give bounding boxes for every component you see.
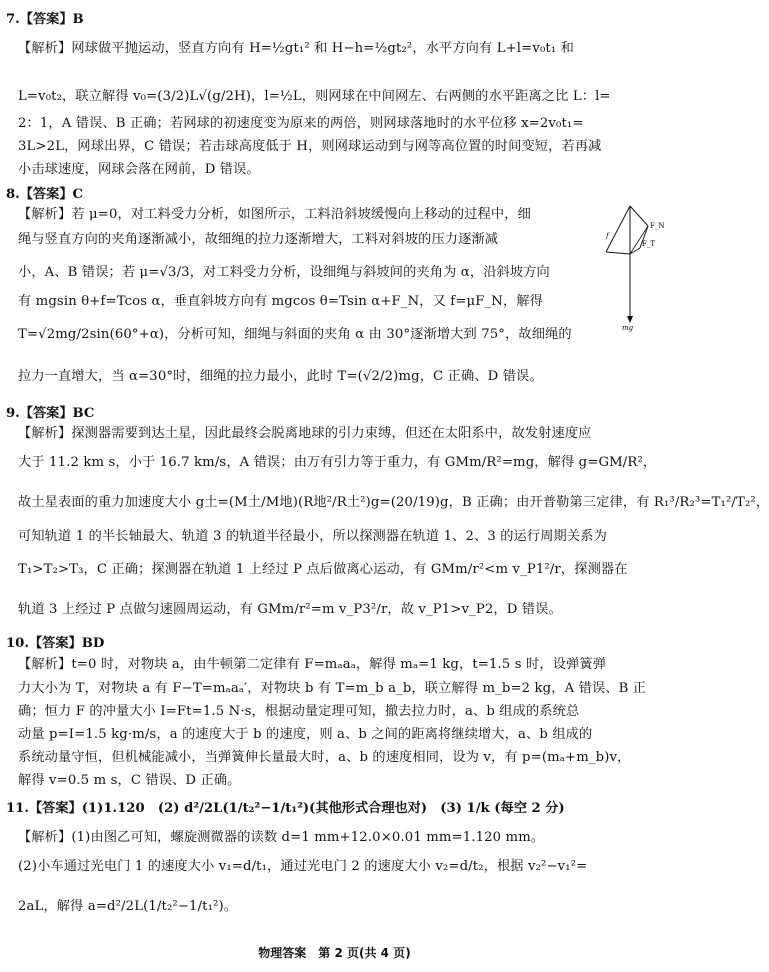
q11-line-3: 2aL，解得 a=d²/2L(1/t₂²−1/t₁²)。 bbox=[18, 899, 238, 914]
q9-line-4: 可知轨道 1 的半长轴最大、轨道 3 的轨道半径最小，所以探测器在轨道 1、2、3 的运行周期关系为 bbox=[18, 529, 607, 544]
q7-line-1: 【解析】网球做平抛运动，竖直方向有 H=½gt₁² 和 H−h=½gt₂²，水平方向有 L+l=v₀t₁ 和 bbox=[18, 41, 574, 56]
fig-label-fn: F_N bbox=[650, 222, 665, 230]
q7-answer: 7.【答案】B bbox=[6, 12, 84, 27]
fig-label-ft: F_T bbox=[642, 240, 656, 248]
q9-line-5: T₁>T₂>T₃，C 正确；探测器在轨道 1 上经过 P 点后做离心运动，有 GMm/r²<m v_P1²/r，探测器在 bbox=[18, 562, 628, 577]
q10-line-5: 系统动量守恒，但机械能减小，当弹簧伸长量最大时，a、b 的速度相同，设为 v，有 p=(mₐ+m_b)v， bbox=[18, 750, 631, 765]
q8-line-4: 有 mgsin θ+f=Tcos α，垂直斜坡方向有 mgcos θ=Tsin α+F_N，又 f=μF_N，解得 bbox=[18, 294, 543, 309]
q11-line-1: 【解析】(1)由图乙可知，螺旋测微器的读数 d=1 mm+12.0×0.01 mm=1.120 mm。 bbox=[18, 830, 545, 845]
q7-line-3: 2：1，A 错误、B 正确；若网球的初速度变为原来的两倍，则网球落地时的水平位移 x=2v₀t₁= bbox=[18, 116, 584, 131]
q9-line-2: 大于 11.2 km s，小于 16.7 km/s，A 错误；由万有引力等于重力，有 GMm/R²=mg，解得 g=GM/R²， bbox=[18, 455, 657, 470]
fig-label-f: f bbox=[606, 232, 609, 240]
q11-line-2: (2)小车通过光电门 1 的速度大小 v₁=d/t₁，通过光电门 2 的速度大小 v₂=d/t₂，根据 v₂²−v₁²= bbox=[18, 859, 588, 874]
q8-answer: 8.【答案】C bbox=[6, 187, 84, 202]
q9-line-1: 【解析】探测器需要到达土星，因此最终会脱离地球的引力束缚，但还在太阳系中，故发射速度应 bbox=[18, 426, 592, 441]
q8-line-6: 拉力一直增大，当 α=30°时，细绳的拉力最小，此时 T=(√2/2)mg，C 正确、D 错误。 bbox=[18, 369, 543, 384]
q8-line-3: 小，A、B 错误；若 μ=√3/3，对工料受力分析，设细绳与斜坡间的夹角为 α，沿斜坡方向 bbox=[18, 265, 550, 280]
q9-line-6: 轨道 3 上经过 P 点做匀速圆周运动，有 GMm/r²=m v_P3²/r，故 v_P1>v_P2，D 错误。 bbox=[18, 602, 562, 617]
q9-line-3: 故土星表面的重力加速度大小 g土=(M土/M地)(R地²/R土²)g=(20/19)g，B 正确；由开普勒第三定律，有 R₁³/R₂³=T₁²/T₂²， bbox=[18, 495, 769, 510]
q10-answer: 10.【答案】BD bbox=[6, 636, 105, 651]
q8-line-2: 绳与竖直方向的夹角逐渐减小，故细绳的拉力逐渐增大，工料对斜坡的压力逐渐减 bbox=[18, 232, 499, 247]
q10-line-3: 确；恒力 F 的冲量大小 I=Ft=1.5 N·s，根据动量定理可知，撤去拉力时，a、b 组成的系统总 bbox=[18, 704, 580, 719]
force-diagram bbox=[604, 204, 666, 338]
q9-answer: 9.【答案】BC bbox=[6, 406, 95, 421]
q10-line-6: 解得 v=0.5 m s，C 错误、D 正确。 bbox=[18, 773, 241, 788]
q8-line-1: 【解析】若 μ=0，对工料受力分析，如图所示，工料沿斜坡缓慢向上移动的过程中，细 bbox=[18, 207, 531, 222]
q7-line-5: 小击球速度，网球会落在网前，D 错误。 bbox=[18, 162, 260, 177]
q10-line-4: 动量 p=I=1.5 kg·m/s，a 的速度大于 b 的速度，则 a、b 之间的距离将继续增大，a、b 组成的 bbox=[18, 727, 593, 742]
q7-line-4: 3L>2L，网球出界，C 错误；若击球高度低于 H，则网球运动到与网等高位置的时间变短，若再减 bbox=[18, 139, 602, 154]
page-footer: 物理答案 第 2 页(共 4 页) bbox=[258, 946, 411, 960]
q10-line-2: 力大小为 T，对物块 a 有 F−T=mₐaₐ′，对物块 b 有 T=m_b a_b，联立解得 m_b=2 kg，A 错误、B 正 bbox=[18, 681, 647, 696]
q10-line-1: 【解析】t=0 时，对物块 a，由牛顿第二定律有 F=mₐaₐ，解得 mₐ=1 kg，t=1.5 s 时，设弹簧弹 bbox=[18, 657, 607, 672]
q7-line-2: L=v₀t₂，联立解得 v₀=(3/2)L√(g/2H)，l=½L，则网球在中间网左、右两侧的水平距离之比 L：l= bbox=[18, 89, 611, 104]
q8-line-5: T=√2mg/2sin(60°+α)，分析可知，细绳与斜面的夹角 α 由 30°逐渐增大到 75°，故细绳的 bbox=[18, 327, 572, 342]
q11-answer: 11.【答案】(1)1.120 (2) d²/2L(1/t₂²−1/t₁²)(其他形式合理也对) (3) 1/k (每空 2 分) bbox=[6, 801, 565, 816]
fig-label-mg: mg bbox=[622, 324, 634, 332]
